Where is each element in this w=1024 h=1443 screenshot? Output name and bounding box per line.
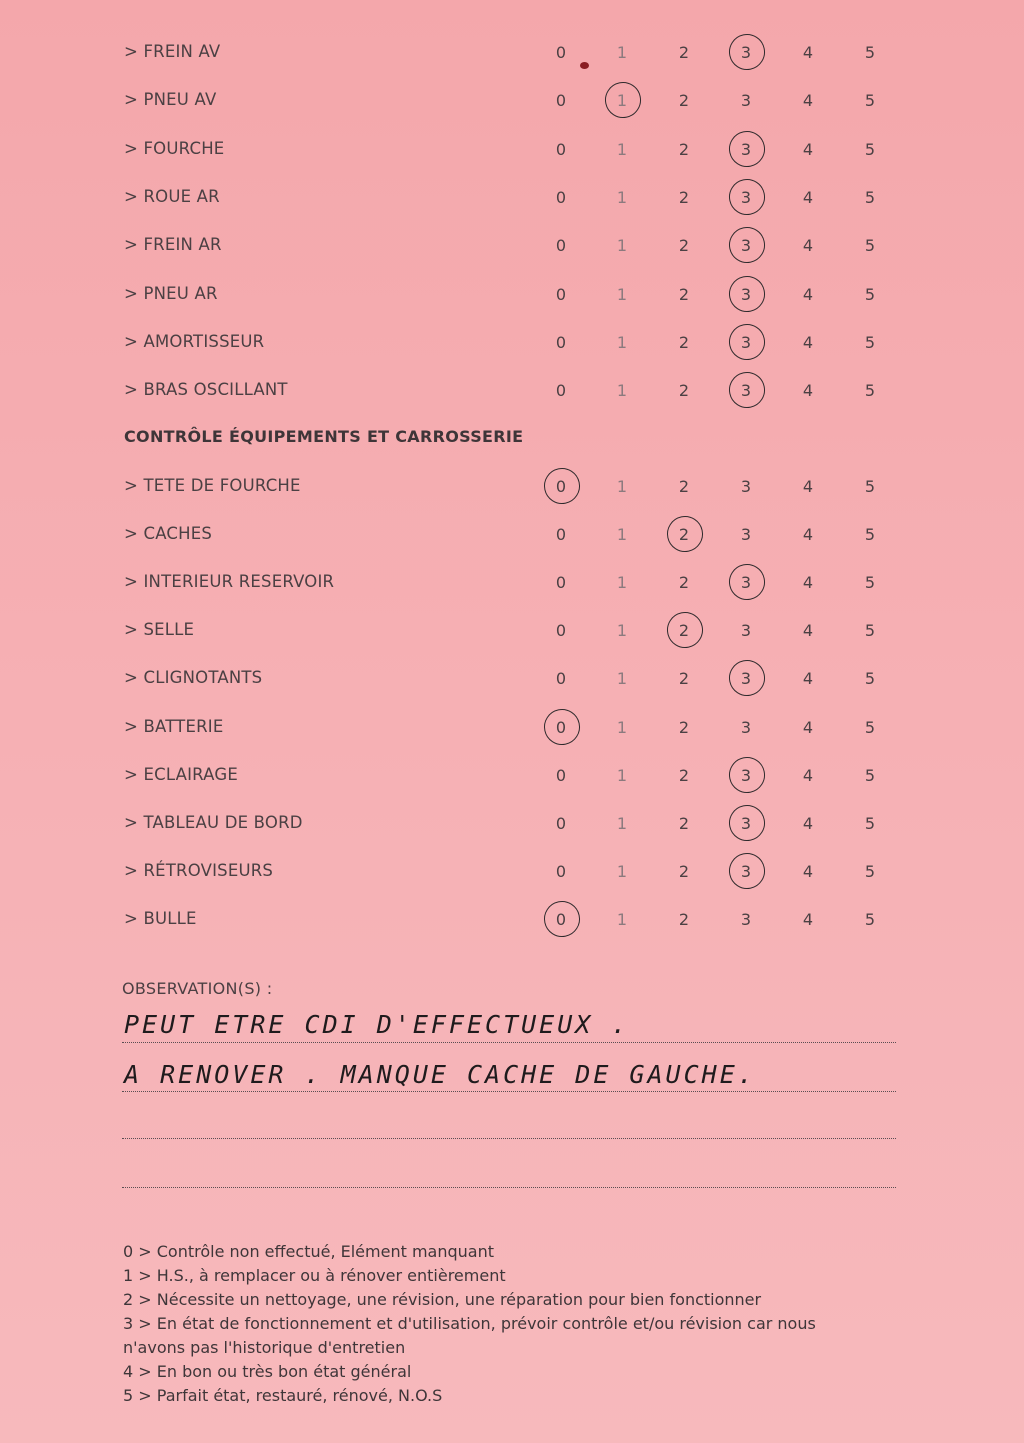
rating-option-1: 1 [616, 236, 628, 256]
rating-option-0: 0 [555, 813, 567, 833]
rating-row [0, 472, 1024, 502]
legend-item-3: 3 > En état de fonctionnement et d'utilisation, prévoir contrôle et/ou révision car nous [123, 1314, 816, 1333]
rating-option-5: 5 [864, 813, 876, 833]
rating-legend [123, 1240, 883, 1408]
rating-option-1: 1 [616, 765, 628, 785]
rating-option-0: 0 [555, 573, 567, 593]
selected-rating-circle [664, 609, 707, 652]
rating-option-4: 4 [802, 43, 814, 62]
rating-option-0: 0 [555, 187, 567, 207]
rating-option-4: 4 [802, 813, 814, 833]
rating-option-1: 1 [616, 669, 628, 689]
rating-option-5: 5 [864, 909, 876, 929]
rating-option-3: 3 [740, 236, 752, 256]
rating-option-5: 5 [864, 669, 876, 689]
rating-row-label: > PNEU AV [124, 90, 217, 110]
rating-option-4: 4 [802, 861, 814, 881]
rating-option-1: 1 [616, 187, 628, 207]
rating-row [0, 616, 1024, 646]
selected-rating-circle [602, 79, 645, 122]
selected-rating-circle [726, 849, 769, 892]
rating-option-5: 5 [864, 861, 876, 881]
rating-option-2: 2 [678, 43, 690, 62]
rating-option-5: 5 [864, 525, 876, 545]
dotted-line [122, 1091, 896, 1092]
rating-row-label: > BULLE [124, 908, 197, 928]
rating-option-4: 4 [802, 284, 814, 304]
rating-option-2: 2 [678, 381, 690, 401]
rating-row [0, 761, 1024, 791]
rating-row [0, 376, 1024, 406]
rating-option-5: 5 [864, 477, 876, 496]
rating-row [0, 135, 1024, 165]
rating-row [0, 905, 1024, 935]
rating-option-2: 2 [678, 765, 690, 785]
rating-option-0: 0 [555, 621, 567, 641]
rating-option-1: 1 [616, 332, 628, 352]
rating-option-1: 1 [616, 813, 628, 833]
rating-option-1: 1 [616, 91, 628, 111]
selected-rating-circle [726, 801, 769, 844]
rating-option-1: 1 [616, 621, 628, 641]
rating-option-4: 4 [802, 381, 814, 401]
rating-option-0: 0 [555, 332, 567, 352]
legend-item-3-continued: n'avons pas l'historique d'entretien [123, 1338, 406, 1357]
rating-option-4: 4 [802, 621, 814, 641]
rating-option-3: 3 [740, 621, 752, 641]
selected-rating-circle [726, 369, 769, 412]
rating-option-3: 3 [740, 139, 752, 159]
rating-option-3: 3 [740, 43, 752, 62]
rating-option-0: 0 [555, 909, 567, 929]
rating-option-1: 1 [616, 573, 628, 593]
rating-option-1: 1 [616, 717, 628, 737]
rating-option-4: 4 [802, 573, 814, 593]
rating-option-0: 0 [555, 381, 567, 401]
rating-row [0, 328, 1024, 358]
rating-option-0: 0 [555, 284, 567, 304]
observation-line-1: PEUT ETRE CDI D'EFFECTUEUX . [124, 1010, 630, 1039]
rating-option-2: 2 [678, 861, 690, 881]
rating-row-label: > INTERIEUR RESERVOIR [124, 572, 335, 592]
rating-option-2: 2 [678, 477, 690, 496]
rating-option-0: 0 [555, 91, 567, 111]
rating-option-2: 2 [678, 573, 690, 593]
rating-row-label: > CACHES [124, 524, 213, 544]
rating-option-5: 5 [864, 765, 876, 785]
dotted-line [122, 1042, 896, 1043]
rating-option-0: 0 [555, 669, 567, 689]
rating-row [0, 857, 1024, 887]
rating-option-3: 3 [740, 187, 752, 207]
legend-item-2: 2 > Nécessite un nettoyage, une révision, une réparation pour bien fonctionner [123, 1290, 762, 1309]
dotted-line [122, 1187, 896, 1188]
rating-option-5: 5 [864, 621, 876, 641]
observations-label: OBSERVATION(S) : [122, 979, 273, 998]
rating-option-5: 5 [864, 43, 876, 62]
rating-row [0, 183, 1024, 213]
rating-option-2: 2 [678, 332, 690, 352]
rating-option-3: 3 [740, 381, 752, 401]
rating-row [0, 231, 1024, 261]
selected-rating-circle [726, 753, 769, 796]
rating-option-4: 4 [802, 236, 814, 256]
rating-row-label: > ROUE AR [124, 186, 220, 206]
rating-option-2: 2 [678, 139, 690, 159]
rating-option-3: 3 [740, 284, 752, 304]
rating-row-label: > FOURCHE [124, 138, 225, 158]
selected-rating-circle [726, 561, 769, 604]
selected-rating-circle [541, 465, 584, 508]
rating-option-5: 5 [864, 717, 876, 737]
rating-option-1: 1 [616, 284, 628, 304]
rating-option-4: 4 [802, 477, 814, 496]
rating-option-5: 5 [864, 381, 876, 401]
rating-option-4: 4 [802, 187, 814, 207]
legend-item-1: 1 > H.S., à remplacer ou à rénover entièrement [123, 1266, 506, 1285]
selected-rating-circle [541, 898, 584, 941]
rating-option-1: 1 [616, 909, 628, 929]
rating-row [0, 713, 1024, 743]
rating-option-1: 1 [616, 861, 628, 881]
selected-rating-circle [726, 320, 769, 363]
rating-option-3: 3 [740, 765, 752, 785]
rating-row-label: > FREIN AV [124, 42, 221, 61]
ink-stain [580, 62, 589, 69]
selected-rating-circle [726, 657, 769, 700]
rating-option-2: 2 [678, 91, 690, 111]
rating-option-4: 4 [802, 139, 814, 159]
rating-option-2: 2 [678, 236, 690, 256]
rating-option-4: 4 [802, 332, 814, 352]
legend-item-0: 0 > Contrôle non effectué, Elément manquant [123, 1242, 494, 1261]
rating-option-2: 2 [678, 621, 690, 641]
selected-rating-circle [726, 224, 769, 267]
rating-option-5: 5 [864, 332, 876, 352]
selected-rating-circle [726, 31, 769, 74]
rating-option-4: 4 [802, 525, 814, 545]
rating-option-0: 0 [555, 139, 567, 159]
rating-row [0, 280, 1024, 310]
rating-option-4: 4 [802, 91, 814, 111]
rating-option-0: 0 [555, 43, 567, 62]
rating-option-4: 4 [802, 909, 814, 929]
rating-option-3: 3 [740, 573, 752, 593]
rating-option-2: 2 [678, 284, 690, 304]
rating-option-4: 4 [802, 717, 814, 737]
rating-row-label: > TETE DE FOURCHE [124, 476, 301, 495]
rating-row-label: > RÉTROVISEURS [124, 860, 274, 880]
rating-row-label: > BRAS OSCILLANT [124, 380, 288, 400]
rating-option-2: 2 [678, 187, 690, 207]
rating-row-label: > FREIN AR [124, 235, 222, 255]
rating-row-label: > CLIGNOTANTS [124, 668, 263, 688]
rating-row [0, 38, 1024, 68]
rating-option-3: 3 [740, 91, 752, 111]
section-title: CONTRÔLE ÉQUIPEMENTS ET CARROSSERIE [124, 427, 524, 446]
rating-row-label: > TABLEAU DE BORD [124, 812, 303, 832]
rating-option-4: 4 [802, 669, 814, 689]
rating-option-1: 1 [616, 525, 628, 545]
rating-row [0, 568, 1024, 598]
rating-option-0: 0 [555, 236, 567, 256]
observation-line-2: A RENOVER . MANQUE CACHE DE GAUCHE. [124, 1060, 756, 1089]
rating-option-5: 5 [864, 284, 876, 304]
rating-option-1: 1 [616, 477, 628, 496]
rating-row [0, 86, 1024, 116]
selected-rating-circle [664, 513, 707, 556]
rating-row-label: > PNEU AR [124, 283, 218, 303]
rating-option-3: 3 [740, 861, 752, 881]
selected-rating-circle [726, 272, 769, 315]
rating-option-5: 5 [864, 236, 876, 256]
rating-row-label: > AMORTISSEUR [124, 331, 265, 351]
rating-option-4: 4 [802, 765, 814, 785]
rating-option-2: 2 [678, 525, 690, 545]
legend-item-4: 4 > En bon ou très bon état général [123, 1362, 412, 1381]
rating-option-0: 0 [555, 861, 567, 881]
rating-option-2: 2 [678, 669, 690, 689]
rating-row-label: > ECLAIRAGE [124, 764, 238, 784]
rating-option-0: 0 [555, 525, 567, 545]
rating-option-0: 0 [555, 477, 567, 496]
selected-rating-circle [541, 705, 584, 748]
rating-option-3: 3 [740, 813, 752, 833]
rating-option-5: 5 [864, 187, 876, 207]
rating-option-1: 1 [616, 139, 628, 159]
rating-option-5: 5 [864, 139, 876, 159]
rating-option-5: 5 [864, 573, 876, 593]
rating-option-3: 3 [740, 477, 752, 496]
rating-row-label: > BATTERIE [124, 716, 224, 736]
selected-rating-circle [726, 127, 769, 170]
legend-item-5: 5 > Parfait état, restauré, rénové, N.O.S [123, 1386, 443, 1405]
rating-option-3: 3 [740, 717, 752, 737]
rating-option-2: 2 [678, 717, 690, 737]
rating-option-0: 0 [555, 765, 567, 785]
rating-option-2: 2 [678, 909, 690, 929]
rating-row [0, 664, 1024, 694]
rating-option-1: 1 [616, 381, 628, 401]
rating-option-2: 2 [678, 813, 690, 833]
rating-row-label: > SELLE [124, 620, 195, 640]
rating-option-3: 3 [740, 525, 752, 545]
rating-row [0, 520, 1024, 550]
dotted-line [122, 1138, 896, 1139]
rating-option-5: 5 [864, 91, 876, 111]
selected-rating-circle [726, 176, 769, 219]
rating-option-0: 0 [555, 717, 567, 737]
rating-option-3: 3 [740, 909, 752, 929]
rating-row [0, 809, 1024, 839]
rating-option-1: 1 [616, 43, 628, 62]
rating-option-3: 3 [740, 669, 752, 689]
rating-option-3: 3 [740, 332, 752, 352]
